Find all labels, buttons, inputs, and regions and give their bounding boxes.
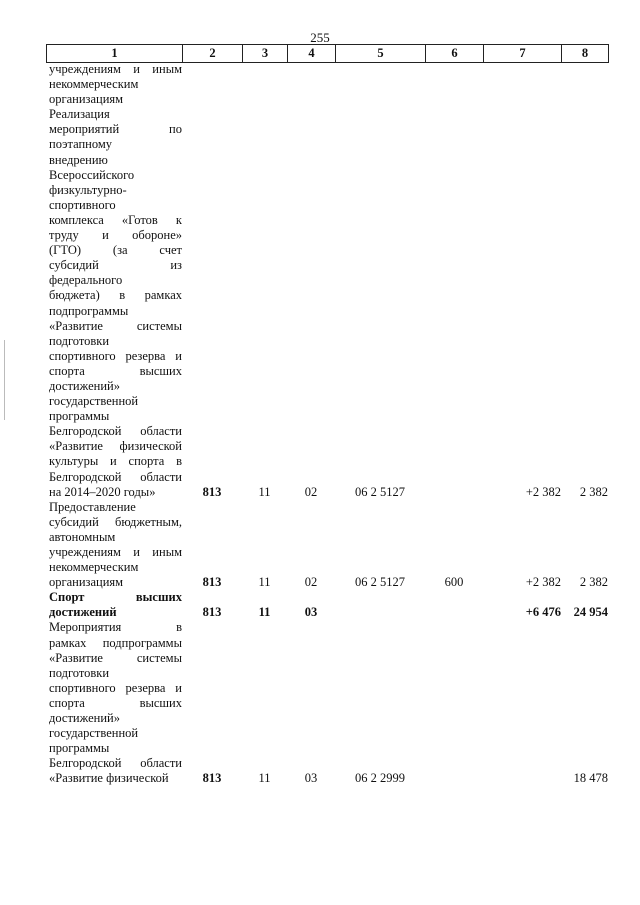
page-number: 255 [310, 30, 330, 45]
description-line: Предоставление [49, 499, 136, 514]
description-line: (ГТО) (за счет [49, 243, 182, 258]
column-header-4: 4 [288, 45, 336, 63]
column-header-6: 6 [426, 45, 484, 63]
table-row [46, 500, 608, 591]
description-line: федерального [49, 273, 123, 288]
description-line: спортивного резерва и [49, 348, 182, 363]
cell-c4: 02 [304, 575, 318, 590]
description-line: внедрению [49, 152, 108, 167]
cell-c5: 06 2 5127 [355, 484, 405, 499]
description-line: достижений» [49, 378, 120, 393]
description-line: Реализация [49, 107, 110, 122]
description-line: рамках подпрограммы [49, 635, 182, 650]
cell-c7: +2 382 [525, 575, 561, 590]
description-line: «Развитие физической [49, 771, 169, 786]
column-header-7: 7 [484, 45, 562, 63]
cell-c6: 600 [444, 575, 464, 590]
column-header-8: 8 [562, 45, 609, 63]
description-line: физкультурно- [49, 182, 127, 197]
description-line: Спорт высших [49, 590, 182, 605]
description-line: Белгородской области [49, 424, 182, 439]
description-line: спортивного резерва и [49, 680, 182, 695]
description-line: программы [49, 741, 110, 756]
table-row [46, 62, 608, 107]
row-description [46, 590, 182, 620]
description-line: организациям [49, 92, 124, 107]
cell-c5: 06 2 5127 [355, 575, 405, 590]
cell-c2: 813 [202, 575, 222, 590]
description-line: Белгородской области [49, 469, 182, 484]
table-header [46, 44, 609, 63]
description-line: на 2014–2020 годы» [49, 484, 156, 499]
description-line: некоммерческим [49, 77, 139, 92]
column-header-5: 5 [336, 45, 426, 63]
description-line: комплекса «Готов к [49, 212, 182, 227]
table-row [46, 107, 608, 499]
description-line: субсидий бюджетным, [49, 514, 182, 529]
description-line: подготовки [49, 333, 110, 348]
cell-c4: 03 [304, 771, 318, 786]
description-line: государственной [49, 726, 139, 741]
cell-c4: 03 [304, 605, 318, 620]
description-line: «Развитие физической [49, 439, 182, 454]
row-description [46, 107, 182, 499]
cell-c3: 11 [258, 605, 271, 620]
description-line: Мероприятия в [49, 620, 182, 635]
description-line: «Развитие системы [49, 650, 182, 665]
description-line: некоммерческим [49, 560, 139, 575]
description-line: достижений [49, 605, 117, 620]
description-line: учреждениям и иным [49, 62, 182, 76]
cell-c8: 2 382 [579, 484, 608, 499]
row-description [46, 62, 182, 107]
description-line: государственной [49, 394, 139, 409]
table-row [46, 590, 608, 620]
description-line: подпрограммы [49, 303, 129, 318]
description-line: спорта высших [49, 363, 182, 378]
description-line: программы [49, 409, 110, 424]
description-line: организациям [49, 575, 124, 590]
cell-c4: 02 [304, 484, 318, 499]
cell-c5: 06 2 2999 [355, 771, 405, 786]
column-header-1: 1 [47, 45, 183, 63]
cell-c7: +6 476 [525, 605, 561, 620]
cell-c8: 18 478 [573, 771, 608, 786]
description-line: поэтапному [49, 137, 113, 152]
description-line: культуры и спорта в [49, 454, 182, 469]
description-line: мероприятий по [49, 122, 182, 137]
column-header-2: 2 [183, 45, 243, 63]
description-line: Белгородской области [49, 756, 182, 771]
row-description [46, 620, 182, 786]
cell-c3: 11 [258, 771, 271, 786]
cell-c3: 11 [258, 484, 271, 499]
table-row [46, 620, 608, 786]
description-line: достижений» [49, 711, 120, 726]
cell-c2: 813 [202, 605, 222, 620]
description-line: «Развитие системы [49, 318, 182, 333]
cell-c2: 813 [202, 771, 222, 786]
scan-artifact [4, 340, 5, 420]
row-description [46, 500, 182, 591]
table-body [46, 62, 608, 787]
column-header-3: 3 [243, 45, 288, 63]
description-line: труду и обороне» [49, 228, 182, 243]
description-line: спорта высших [49, 695, 182, 710]
description-line: бюджета) в рамках [49, 288, 182, 303]
description-line: автономным [49, 529, 116, 544]
description-line: спортивного [49, 197, 116, 212]
cell-c3: 11 [258, 575, 271, 590]
description-line: Всероссийского [49, 167, 135, 182]
cell-c8: 2 382 [579, 575, 608, 590]
description-line: субсидий из [49, 258, 182, 273]
cell-c7: +2 382 [525, 484, 561, 499]
cell-c8: 24 954 [573, 605, 608, 620]
description-line: подготовки [49, 665, 110, 680]
description-line: учреждениям и иным [49, 545, 182, 559]
cell-c2: 813 [202, 484, 222, 499]
